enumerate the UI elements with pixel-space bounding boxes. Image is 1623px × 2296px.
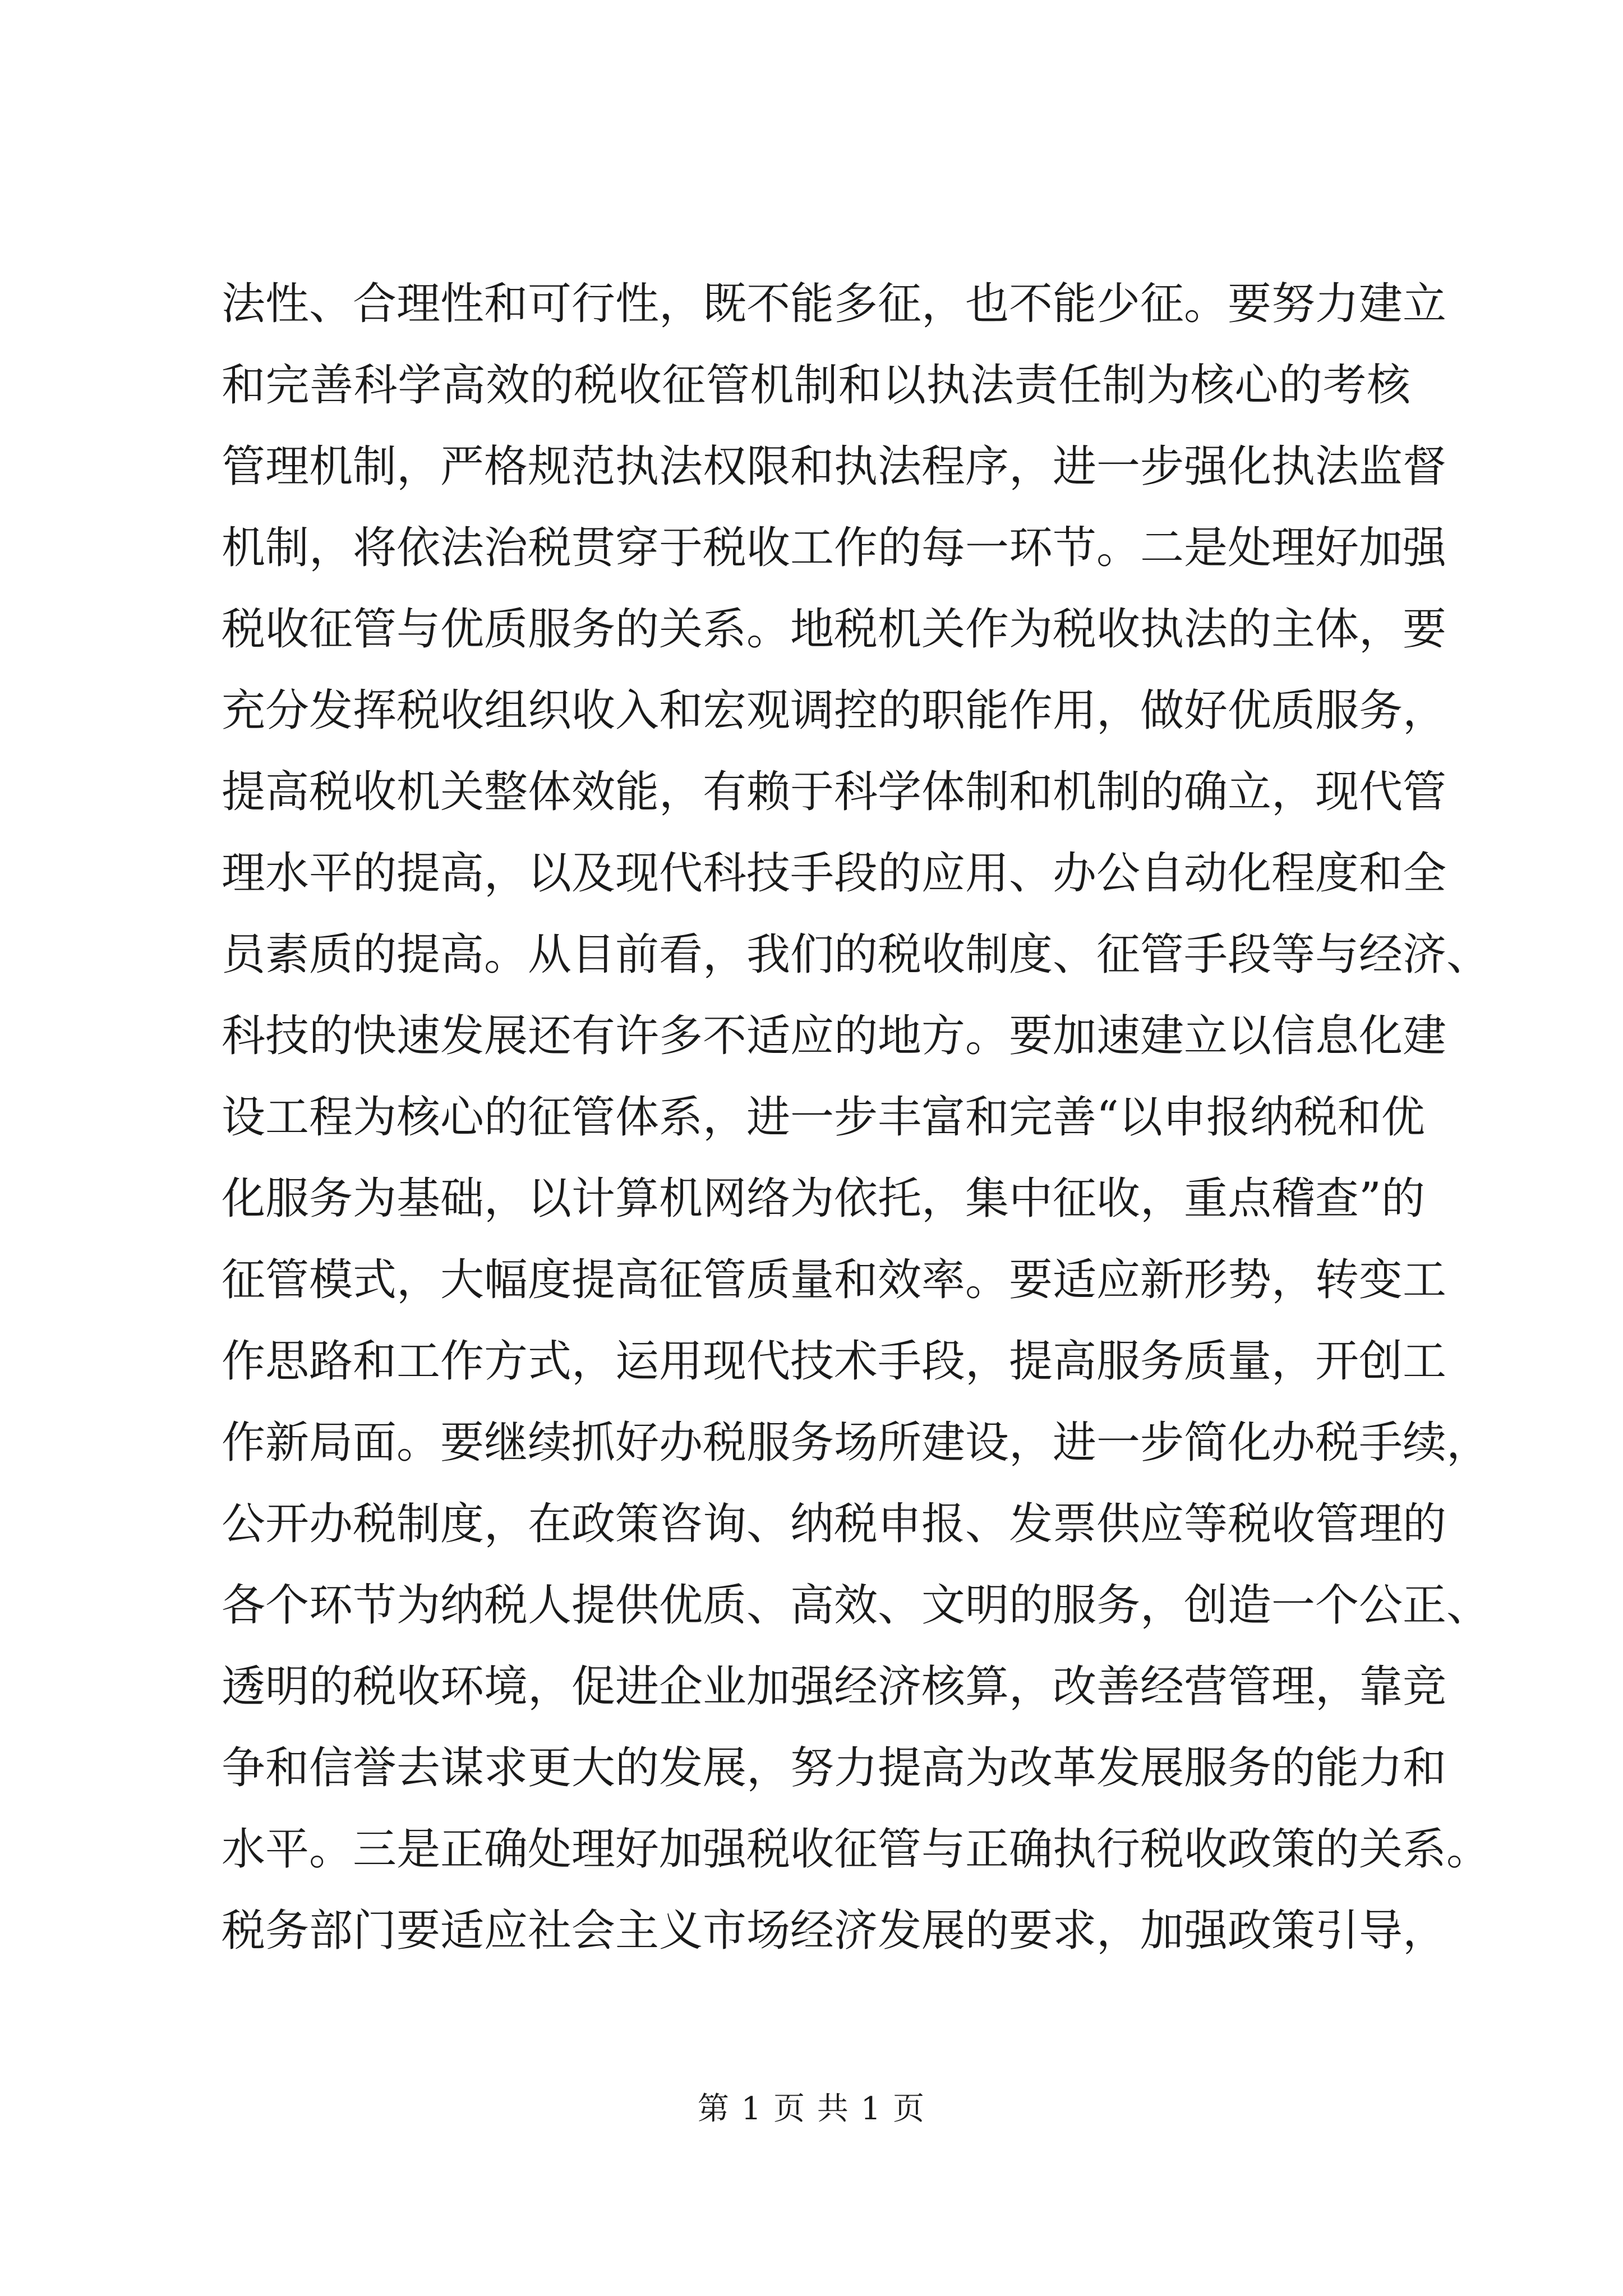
text-line: 员素质的提高。从目前看，我们的税收制度、征管手段等与经济、	[222, 930, 1491, 980]
text-line: 提高税收机关整体效能，有赖于科学体制和机制的确立，现代管	[222, 767, 1447, 817]
text-line: 充分发挥税收组织收入和宏观调控的职能作用，做好优质服务，	[222, 685, 1447, 736]
text-line: 作新局面。要继续抓好办税服务场所建设，进一步简化办税手续，	[222, 1418, 1491, 1468]
text-line: 税务部门要适应社会主义市场经济发展的要求，加强政策引导，	[222, 1906, 1447, 1956]
text-line: 设工程为核心的征管体系，进一步丰富和完善“以申报纳税和优	[222, 1092, 1425, 1143]
page-footer: 第 1 页 共 1 页	[697, 2091, 926, 2127]
text-line: 征管模式，大幅度提高征管质量和效率。要适应新形势，转变工	[222, 1255, 1447, 1305]
text-line: 各个环节为纳税人提供优质、高效、文明的服务，创造一个公正、	[222, 1580, 1491, 1631]
text-line: 公开办税制度，在政策咨询、纳税申报、发票供应等税收管理的	[222, 1499, 1447, 1549]
text-line: 科技的快速发展还有许多不适应的地方。要加速建立以信息化建	[222, 1011, 1447, 1061]
text-line: 机制，将依法治税贯穿于税收工作的每一环节。二是处理好加强	[222, 523, 1447, 573]
text-line: 争和信誉去谋求更大的发展，努力提高为改革发展服务的能力和	[222, 1743, 1447, 1793]
text-line: 理水平的提高，以及现代科技手段的应用、办公自动化程度和全	[222, 848, 1447, 899]
text-line: 水平。三是正确处理好加强税收征管与正确执行税收政策的关系。	[222, 1824, 1491, 1875]
text-line: 化服务为基础，以计算机网络为依托，集中征收，重点稽查”的	[222, 1174, 1425, 1224]
text-line: 法性、合理性和可行性，既不能多征，也不能少征。要努力建立	[222, 279, 1447, 329]
text-line: 管理机制，严格规范执法权限和执法程序，进一步强化执法监督	[222, 441, 1447, 492]
text-line: 作思路和工作方式，运用现代技术手段，提高服务质量，开创工	[222, 1336, 1447, 1387]
text-line: 透明的税收环境，促进企业加强经济核算，改善经营管理，靠竞	[222, 1662, 1447, 1712]
body-text	[222, 264, 1491, 1972]
text-line: 和完善科学高效的税收征管机制和以执法责任制为核心的考核	[222, 360, 1410, 411]
text-line: 税收征管与优质服务的关系。地税机关作为税收执法的主体，要	[222, 604, 1447, 655]
